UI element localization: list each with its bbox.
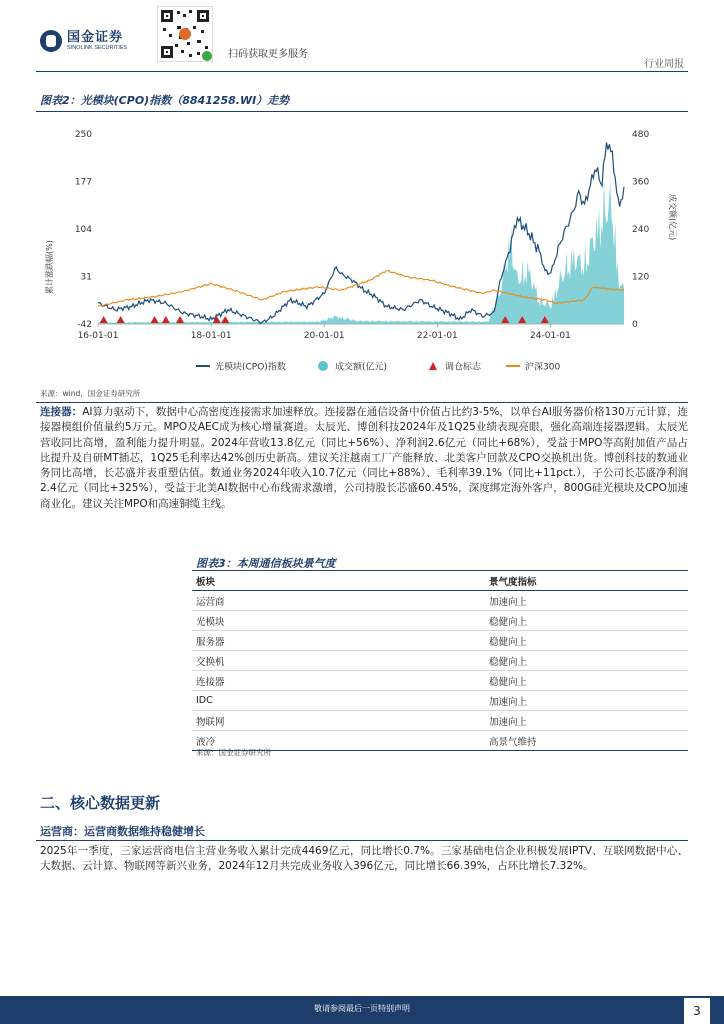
- table-row: [192, 631, 688, 651]
- table-row: [192, 651, 688, 671]
- legend-rebalance-swatch: [429, 362, 437, 370]
- left-tick-label: 177: [74, 177, 92, 188]
- table-cell-sector: IDC: [192, 691, 485, 711]
- table-cell-sector: 光模块: [192, 611, 485, 631]
- table-cell-indicator: 稳健向上: [485, 671, 688, 691]
- table-cell-indicator: 稳健向上: [485, 651, 688, 671]
- rebalance-marker: [221, 316, 229, 323]
- right-tick-label: 360: [632, 177, 650, 188]
- table-cell-sector: 物联网: [192, 711, 485, 731]
- left-tick-label: 104: [74, 225, 92, 235]
- x-tick-label: 24-01-01: [530, 331, 571, 341]
- page-header: [0, 0, 724, 70]
- cpo-index-line: [98, 143, 624, 324]
- table-cell-sector: 运营商: [192, 591, 485, 611]
- table-header-indicator: 景气度指标: [485, 571, 688, 591]
- cpo-index-chart: [36, 114, 688, 382]
- table-cell-indicator: 加速向上: [485, 711, 688, 731]
- rebalance-marker: [117, 316, 125, 323]
- right-axis-label: 成交额(亿元): [668, 194, 677, 241]
- table-cell-indicator: 加速向上: [485, 691, 688, 711]
- left-tick-label: 250: [74, 130, 92, 140]
- logo-cn-text: 国金证券: [67, 30, 124, 45]
- logo-icon: [40, 30, 62, 52]
- table-row: [192, 671, 688, 691]
- left-tick-label: -42: [77, 320, 92, 330]
- turnover-area: [98, 181, 624, 324]
- subsection-title: 运营商：运营商数据维持稳健增长: [40, 825, 205, 838]
- section-title: 二、核心数据更新: [40, 794, 161, 812]
- table-cell-indicator: 高景气维持: [485, 731, 688, 751]
- table-header-sector: 板块: [192, 571, 485, 591]
- table-cell-indicator: 稳健向上: [485, 631, 688, 651]
- table-row: [192, 591, 688, 611]
- scan-for-service-text: 扫码获取更多服务: [228, 49, 308, 60]
- subsection-rule: [36, 840, 688, 841]
- figure2-source: 来源：wind，国金证券研究所: [40, 389, 141, 398]
- table3-title: 图表3：本周通信板块景气度: [196, 557, 336, 570]
- table3-source: 来源：国金证券研究所: [196, 748, 271, 757]
- legend-csi300: 沪深300: [525, 362, 561, 373]
- sinolink-logo: [40, 30, 127, 52]
- table-cell-sector: 连接器: [192, 671, 485, 691]
- legend-cpo-index: 光模块(CPO)指数: [215, 362, 286, 373]
- figure2-title: 图表2：光模块(CPO)指数（8841258.WI）走势: [40, 94, 290, 107]
- legend-rebalance: 调仓标志: [445, 362, 482, 373]
- figure2-top-rule: [36, 111, 688, 112]
- rebalance-marker: [213, 316, 221, 323]
- qr-code-icon[interactable]: [157, 6, 213, 62]
- report-type-label: 行业周报: [644, 59, 684, 70]
- right-tick-label: 480: [632, 130, 650, 140]
- rebalance-marker: [151, 316, 159, 323]
- right-tick-label: 240: [632, 225, 650, 235]
- connector-text: AI算力驱动下，数据中心高密度连接需求加速释放。连接器在通信设备中价值占比约3-5%，以单台AI服务器价格130万元计算，连接器模组价值量约5万元。MPO及AEC成为核心增量赛道。太辰光、博创科技2024年及1Q25业绩表现亮眼，强化高端连接器逻辑。太辰光营收同比高增，盈利能力提升明显。2024年营收13.8亿元（同比+56%）、净利润2.6亿元（同比+68%），受益于MPO等高附加值产品占比提升及自研MT插芯，1Q25毛利率达42%创历史新高。建议关注越南工厂产能释放、北美客户回款及CPO交换机出货。博创科技的数通业务同比高增，长芯盛并表重塑估值。数通业务2024年收入10.7亿元（同比+88%）、毛利率39.1%（同比+11pct.），子公司长芯盛净利润2.4亿元（同比+325%），受益于北美AI数据中心布线需求激增，公司持股长芯盛60.45%，深度绑定海外客户，800G硅光模块及CPO加速商业化。建议关注MPO和高速铜缆主线。: [40, 406, 689, 510]
- x-tick-label: 22-01-01: [416, 331, 458, 341]
- right-tick-label: 120: [632, 272, 650, 283]
- left-axis-label: 累计涨跌幅(%): [45, 240, 54, 294]
- table-cell-indicator: 稳健向上: [485, 611, 688, 631]
- rebalance-marker: [176, 316, 184, 323]
- figure2-bottom-rule: [36, 402, 688, 403]
- legend-turnover: 成交额(亿元): [335, 362, 388, 373]
- logo-en-text: SINOLINK SECURITIES: [67, 45, 128, 51]
- rebalance-marker: [162, 316, 170, 323]
- table-row: [192, 711, 688, 731]
- x-tick-label: 18-01-01: [190, 331, 232, 341]
- table-cell-sector: 交换机: [192, 651, 485, 671]
- header-divider: [36, 71, 688, 72]
- legend-turnover-swatch: [318, 361, 328, 371]
- left-tick-label: 31: [80, 272, 92, 283]
- sector-sentiment-table: [192, 570, 688, 751]
- footer-disclaimer: 敬请参阅最后一页特别声明: [314, 1004, 410, 1013]
- table-cell-sector: 服务器: [192, 631, 485, 651]
- operator-paragraph: 2025年一季度，三家运营商电信主营业务收入累计完成4469亿元，同比增长0.7%。三家基础电信企业积极发展IPTV、互联网数据中心、大数据、云计算、物联网等新兴业务，2024年12月共完成业务收入396亿元，同比增长66.39%，占环比增长7.32%。: [40, 845, 688, 873]
- connector-paragraph: [40, 405, 688, 512]
- table-row: [192, 611, 688, 631]
- x-tick-label: 16-01-01: [77, 331, 119, 341]
- table-cell-indicator: 加速向上: [485, 591, 688, 611]
- rebalance-marker: [100, 316, 108, 323]
- page-number: 3: [684, 998, 710, 1024]
- table-cell-sector: 液冷: [192, 731, 485, 751]
- right-tick-label: 0: [632, 320, 638, 330]
- connector-label: 连接器：: [40, 406, 83, 418]
- x-tick-label: 20-01-01: [303, 331, 345, 341]
- table-row: [192, 691, 688, 711]
